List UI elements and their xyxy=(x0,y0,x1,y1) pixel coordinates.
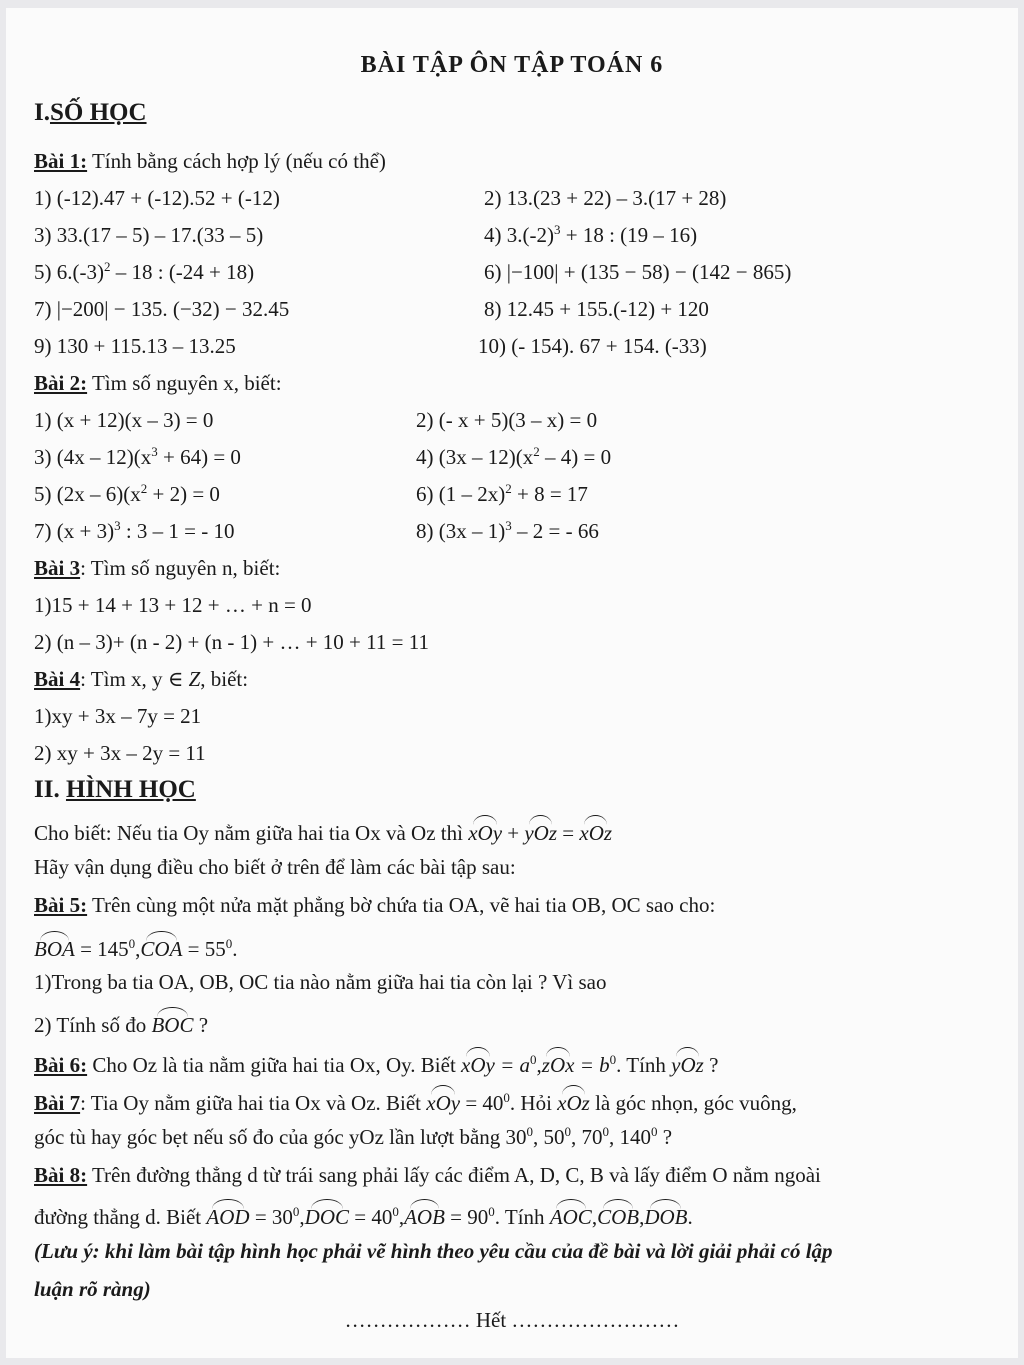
bai2-item-4: 4) $(3x - 12)(x^2 - 4) = 0$ xyxy=(416,444,612,469)
hh-given: Cho biết: Nếu tia Oy nằm giữa hai tia Ox và Oz thì xOy + yOz = xOz xyxy=(34,816,612,846)
bai4-heading: Bài 4: Tìm x, y ∈ Z, biết: xyxy=(34,667,249,691)
bai8-line-1: Bài 8: Trên đường thẳng d từ trái sang phải lấy các điểm A, D, C, B và lấy điểm O nằm ngoài xyxy=(34,1163,821,1187)
bai2-item-5: 5) $(2x - 6)(x^2 + 2) = 0$ xyxy=(34,481,220,506)
page-title: BÀI TẬP ÔN TẬP TOÁN 6 xyxy=(360,52,664,78)
bai7-line-2: góc tù hay góc bẹt nếu số đo của góc yOz lần lượt bằng $30^0$, $50^0$, $70^0$, $140^0$ ? xyxy=(34,1124,673,1149)
bai1-item-9: 9) 130 + 115.13 – 13.25 xyxy=(34,334,236,358)
bai2-item-8: 8) (3x – 1)$^3$ – 2 = - 66 xyxy=(416,518,599,543)
bai8-line-2: đường thẳng d. Biết AOD = $30^0,DOC = 40^0,AOB = 90^0$. Tính AOC,COB,DOB. xyxy=(34,1200,693,1230)
bai5-given: BOA = $145^0,COA = 55^0$. xyxy=(34,932,238,962)
hh-apply: Hãy vận dụng điều cho biết ở trên để làm các bài tập sau: xyxy=(34,855,516,879)
bai1-item-1: 1) (-12).47 + (-12).52 + (-12) xyxy=(34,186,280,210)
bai2-item-3: 3) $(4x - 12)(x^3 + 64) = 0$ xyxy=(34,444,241,469)
bai3-item-1: 1)15 + 14 + 13 + 12 + … + n = 0 xyxy=(34,593,312,617)
bai2-item-7: 7) $(x + 3)^3$ : 3 – 1 = - 10 xyxy=(34,518,235,543)
bai1-item-7: 7) |−200| − 135. (−32) − 32.45 xyxy=(34,297,290,321)
bai2-item-6: 6) (1 – 2x)$^2$ + 8 = 17 xyxy=(416,481,588,506)
bai7-line-1: Bài 7: Tia Oy nằm giữa hai tia Ox và Oz. Biết xOy = $40^0$. Hỏi xOz là góc nhọn, góc vuông, xyxy=(34,1086,797,1116)
footer-end: ……………… Hết …………………… xyxy=(344,1308,680,1332)
bai1-item-6: 6) |−100| + (135 − 58) − (142 − 865) xyxy=(484,260,792,284)
bai3-item-2: 2) (n – 3)+ (n - 2) + (n - 1) + … + 10 + 11 = 11 xyxy=(34,630,429,654)
note-line-2: luận rõ ràng) xyxy=(34,1277,151,1301)
bai5-question-1: 1)Trong ba tia OA, OB, OC tia nào nằm giữa hai tia còn lại ? Vì sao xyxy=(34,970,607,994)
bai1-item-3: 3) 33.(17 – 5) – 17.(33 – 5) xyxy=(34,223,264,247)
bai3-heading: Bài 3: Tìm số nguyên n, biết: xyxy=(34,556,281,580)
bai1-heading: Bài 1: Tính bằng cách hợp lý (nếu có thể) xyxy=(34,149,386,173)
bai6-text: Bài 6: Cho Oz là tia nằm giữa hai tia Ox, Oy. Biết xOy = $a^0,zOx = b^0$. Tính yOz ? xyxy=(34,1048,718,1078)
bai4-item-2: 2) xy + 3x – 2y = 11 xyxy=(34,741,206,765)
section-so-hoc: I.SỐ HỌC xyxy=(34,99,147,126)
bai1-item-2: 2) 13.(23 + 22) – 3.(17 + 28) xyxy=(484,186,727,210)
worksheet-page xyxy=(6,8,1018,1358)
section-hinh-hoc: II. HÌNH HỌC xyxy=(34,776,196,803)
bai1-item-10: 10) (- 154). 67 + 154. (-33) xyxy=(478,334,707,358)
bai1-item-8: 8) 12.45 + 155.(-12) + 120 xyxy=(484,297,709,321)
note-line-1: (Lưu ý: khi làm bài tập hình học phải vẽ hình theo yêu cầu của đề bài và lời giải phải có lập xyxy=(34,1239,833,1263)
bai4-item-1: 1)xy + 3x – 7y = 21 xyxy=(34,704,202,728)
bai5-heading: Bài 5: Trên cùng một nửa mặt phẳng bờ chứa tia OA, vẽ hai tia OB, OC sao cho: xyxy=(34,893,716,917)
bai1-item-4: 4) $3.(-2)^3 + 18$ : (19 – 16) xyxy=(484,222,698,247)
bai2-heading: Bài 2: Tìm số nguyên x, biết: xyxy=(34,371,282,395)
bai2-item-1: 1) (x + 12)(x – 3) = 0 xyxy=(34,408,214,432)
bai1-item-5: 5) $6.(-3)^2 - 18$ : (-24 + 18) xyxy=(34,259,255,284)
bai2-item-2: 2) (- x + 5)(3 – x) = 0 xyxy=(416,408,598,432)
bai5-question-2: 2) Tính số đo BOC ? xyxy=(34,1008,208,1038)
